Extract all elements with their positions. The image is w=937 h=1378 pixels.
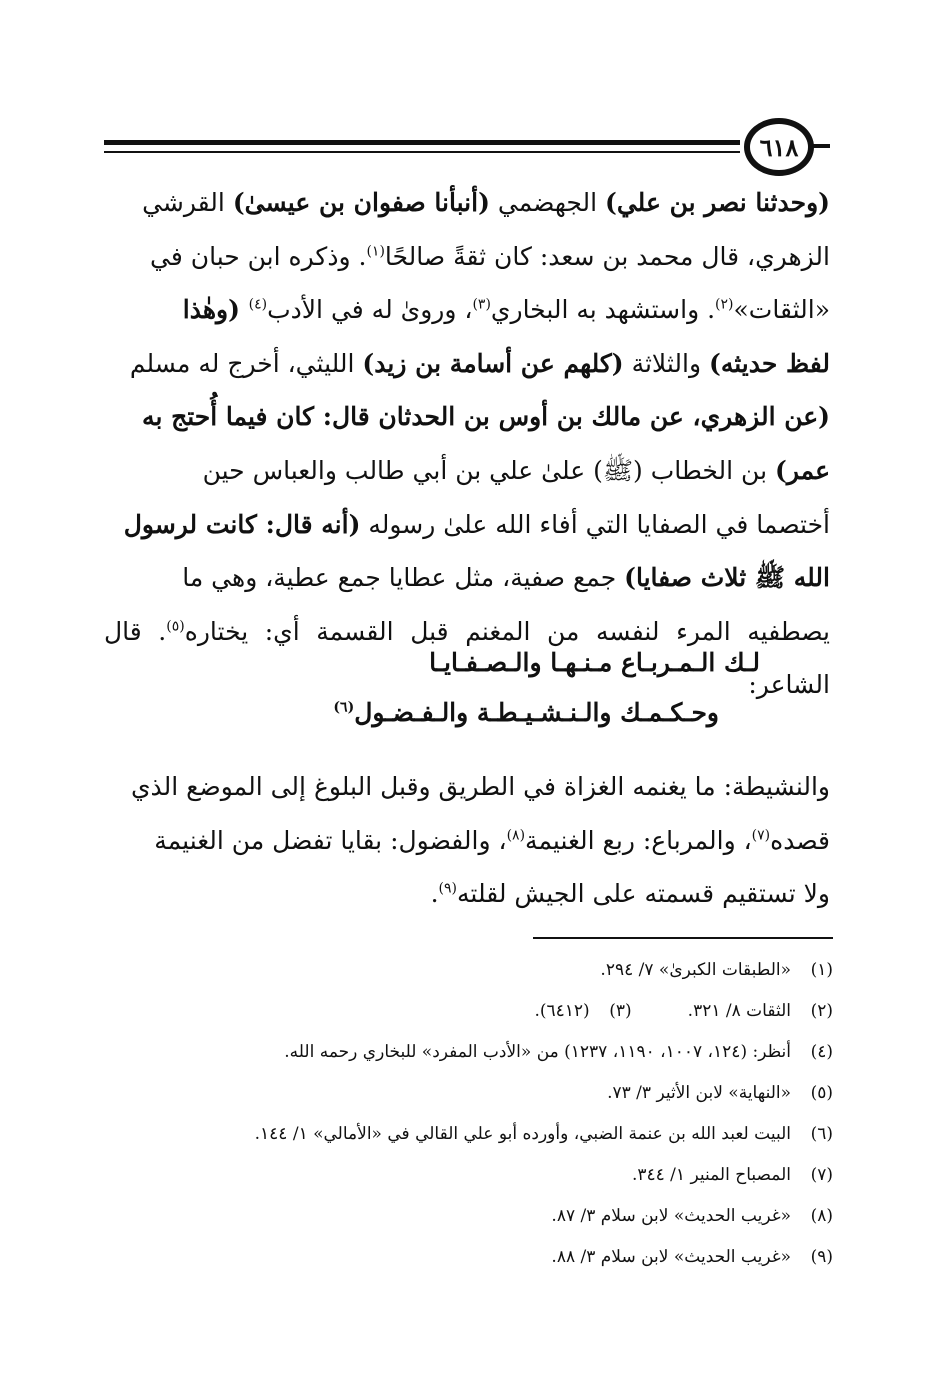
footnote-number: (٢): [810, 1001, 833, 1021]
footnote-number: (٩): [810, 1247, 833, 1267]
footnote-text: الثقات ٨/ ٣٢١.: [687, 1001, 791, 1021]
text-line: قصده$^{(٧)}$، والمرباع: ربع الغنيمة$^{(٨)}$، والفضول: بقايا تفضل من الغنيمة: [154, 825, 830, 855]
footnote-ref[interactable]: (٨): [506, 827, 526, 844]
footnote-item: [93, 1237, 833, 1278]
footnotes: [93, 950, 833, 1278]
footnote-number: (٧): [810, 1165, 833, 1185]
verse-line-1: لـك الـمـربـاع مـنـهـا والـصـفـايـا: [429, 648, 760, 677]
footnote-ref[interactable]: (٤): [248, 296, 268, 313]
second-paragraph: [104, 760, 830, 921]
footnote-number: (٨): [810, 1206, 833, 1226]
footnote-ref[interactable]: (٣): [472, 296, 491, 313]
page-number: ٦١٨: [744, 118, 814, 176]
text-line: أختصما في الصفايا التي أفاء الله علىٰ رسوله (أنه قال: كانت لرسول: [123, 509, 830, 539]
footnote-number: (٥): [810, 1083, 833, 1103]
header-rule-thin: [104, 151, 740, 153]
footnote-number: (٦): [810, 1124, 833, 1144]
footnote-ref[interactable]: (٧): [751, 827, 771, 844]
page-header: [104, 118, 830, 178]
text-line: لفظ حديثه) والثلاثة (كلهم عن أسامة بن زيد) الليثي، أخرج له مسلم: [129, 348, 830, 378]
footnote-text: المصباح المنير ١/ ٣٤٤.: [631, 1165, 791, 1185]
footnote-number: (٣): [609, 1001, 632, 1021]
footnote-text: «غريب الحديث» لابن سلام ٣/ ٨٧.: [551, 1206, 791, 1226]
text-line: والنشيطة: ما يغنمه الغزاة في الطريق وقبل البلوغ إلى الموضع الذي: [130, 772, 830, 801]
text-line: عمر) بن الخطاب (ﷺ) علىٰ علي بن أبي طالب والعباس حين: [202, 455, 830, 485]
text-line: الزهري، قال محمد بن سعد: كان ثقةً صالحًا$^{(١)}$. وذكره ابن حبان في: [150, 241, 830, 271]
text-line: يصطفيه المرء لنفسه من المغنم قبل القسمة أي: يختاره$^{(٥)}$. قال الشاعر:: [104, 616, 830, 700]
footnote-number: (١): [810, 960, 833, 980]
text-line: (وحدثنا نصر بن علي) الجهضمي (أنبأنا صفوان بن عيسىٰ) القرشي: [142, 188, 830, 217]
footnote-ref[interactable]: (٦): [333, 699, 355, 716]
verse-line-2: وحـكـمـك والـنـشـيـطـة والـفـضـول$^{(٦)}$: [333, 698, 719, 727]
text-line: ولا تستقيم قسمته على الجيش لقلته$^{(٩)}$.: [430, 879, 830, 909]
footnote-ref[interactable]: (٩): [438, 880, 457, 897]
footnote-separator: [533, 937, 833, 939]
main-paragraph: [104, 176, 830, 712]
footnote-item: [93, 1032, 833, 1073]
footnote-item: [93, 950, 833, 991]
footnote-item: [93, 1073, 833, 1114]
footnote-ref[interactable]: (٢): [715, 296, 734, 313]
footnote-item: [93, 1114, 833, 1155]
footnote-item: [93, 1196, 833, 1237]
text-line: الله ﷺ ثلاث صفايا) جمع صفية، مثل عطايا جمع عطية، وهي ما: [182, 563, 830, 593]
footnote-ref[interactable]: (١): [366, 243, 385, 260]
footnote-ref[interactable]: (٥): [166, 618, 185, 635]
text-line: (عن الزهري، عن مالك بن أوس بن الحدثان قال: كان فيما أُحتج به: [142, 402, 830, 432]
footnote-item: [93, 1155, 833, 1196]
footnote-text: أنظر: (١٢٤، ١٠٠٧، ١١٩٠، ١٢٣٧) من «الأدب المفرد» للبخاري رحمه الله.: [284, 1042, 791, 1062]
footnote-number: (٤): [810, 1042, 833, 1062]
footnote-text: «النهاية» لابن الأثير ٣/ ٧٣.: [607, 1083, 791, 1103]
footnote-text: (٦٤١٢).: [534, 1001, 590, 1021]
footnote-text: «غريب الحديث» لابن سلام ٣/ ٨٨.: [551, 1247, 791, 1267]
header-rule-thick: [104, 140, 740, 145]
footnote-item: [93, 991, 833, 1032]
footnote-text: «الطبقات الكبرىٰ» ٧/ ٢٩٤.: [600, 960, 791, 980]
footnote-text: البيت لعبد الله بن عنمة الضبي، وأورده أبو علي القالي في «الأمالي» ١/ ١٤٤.: [254, 1124, 791, 1144]
text-line: «الثقات»$^{(٢)}$. واستشهد به البخاري$^{(٣)}$، وروىٰ له في الأدب$^{(٤)}$ (وهٰذا: [182, 295, 830, 325]
